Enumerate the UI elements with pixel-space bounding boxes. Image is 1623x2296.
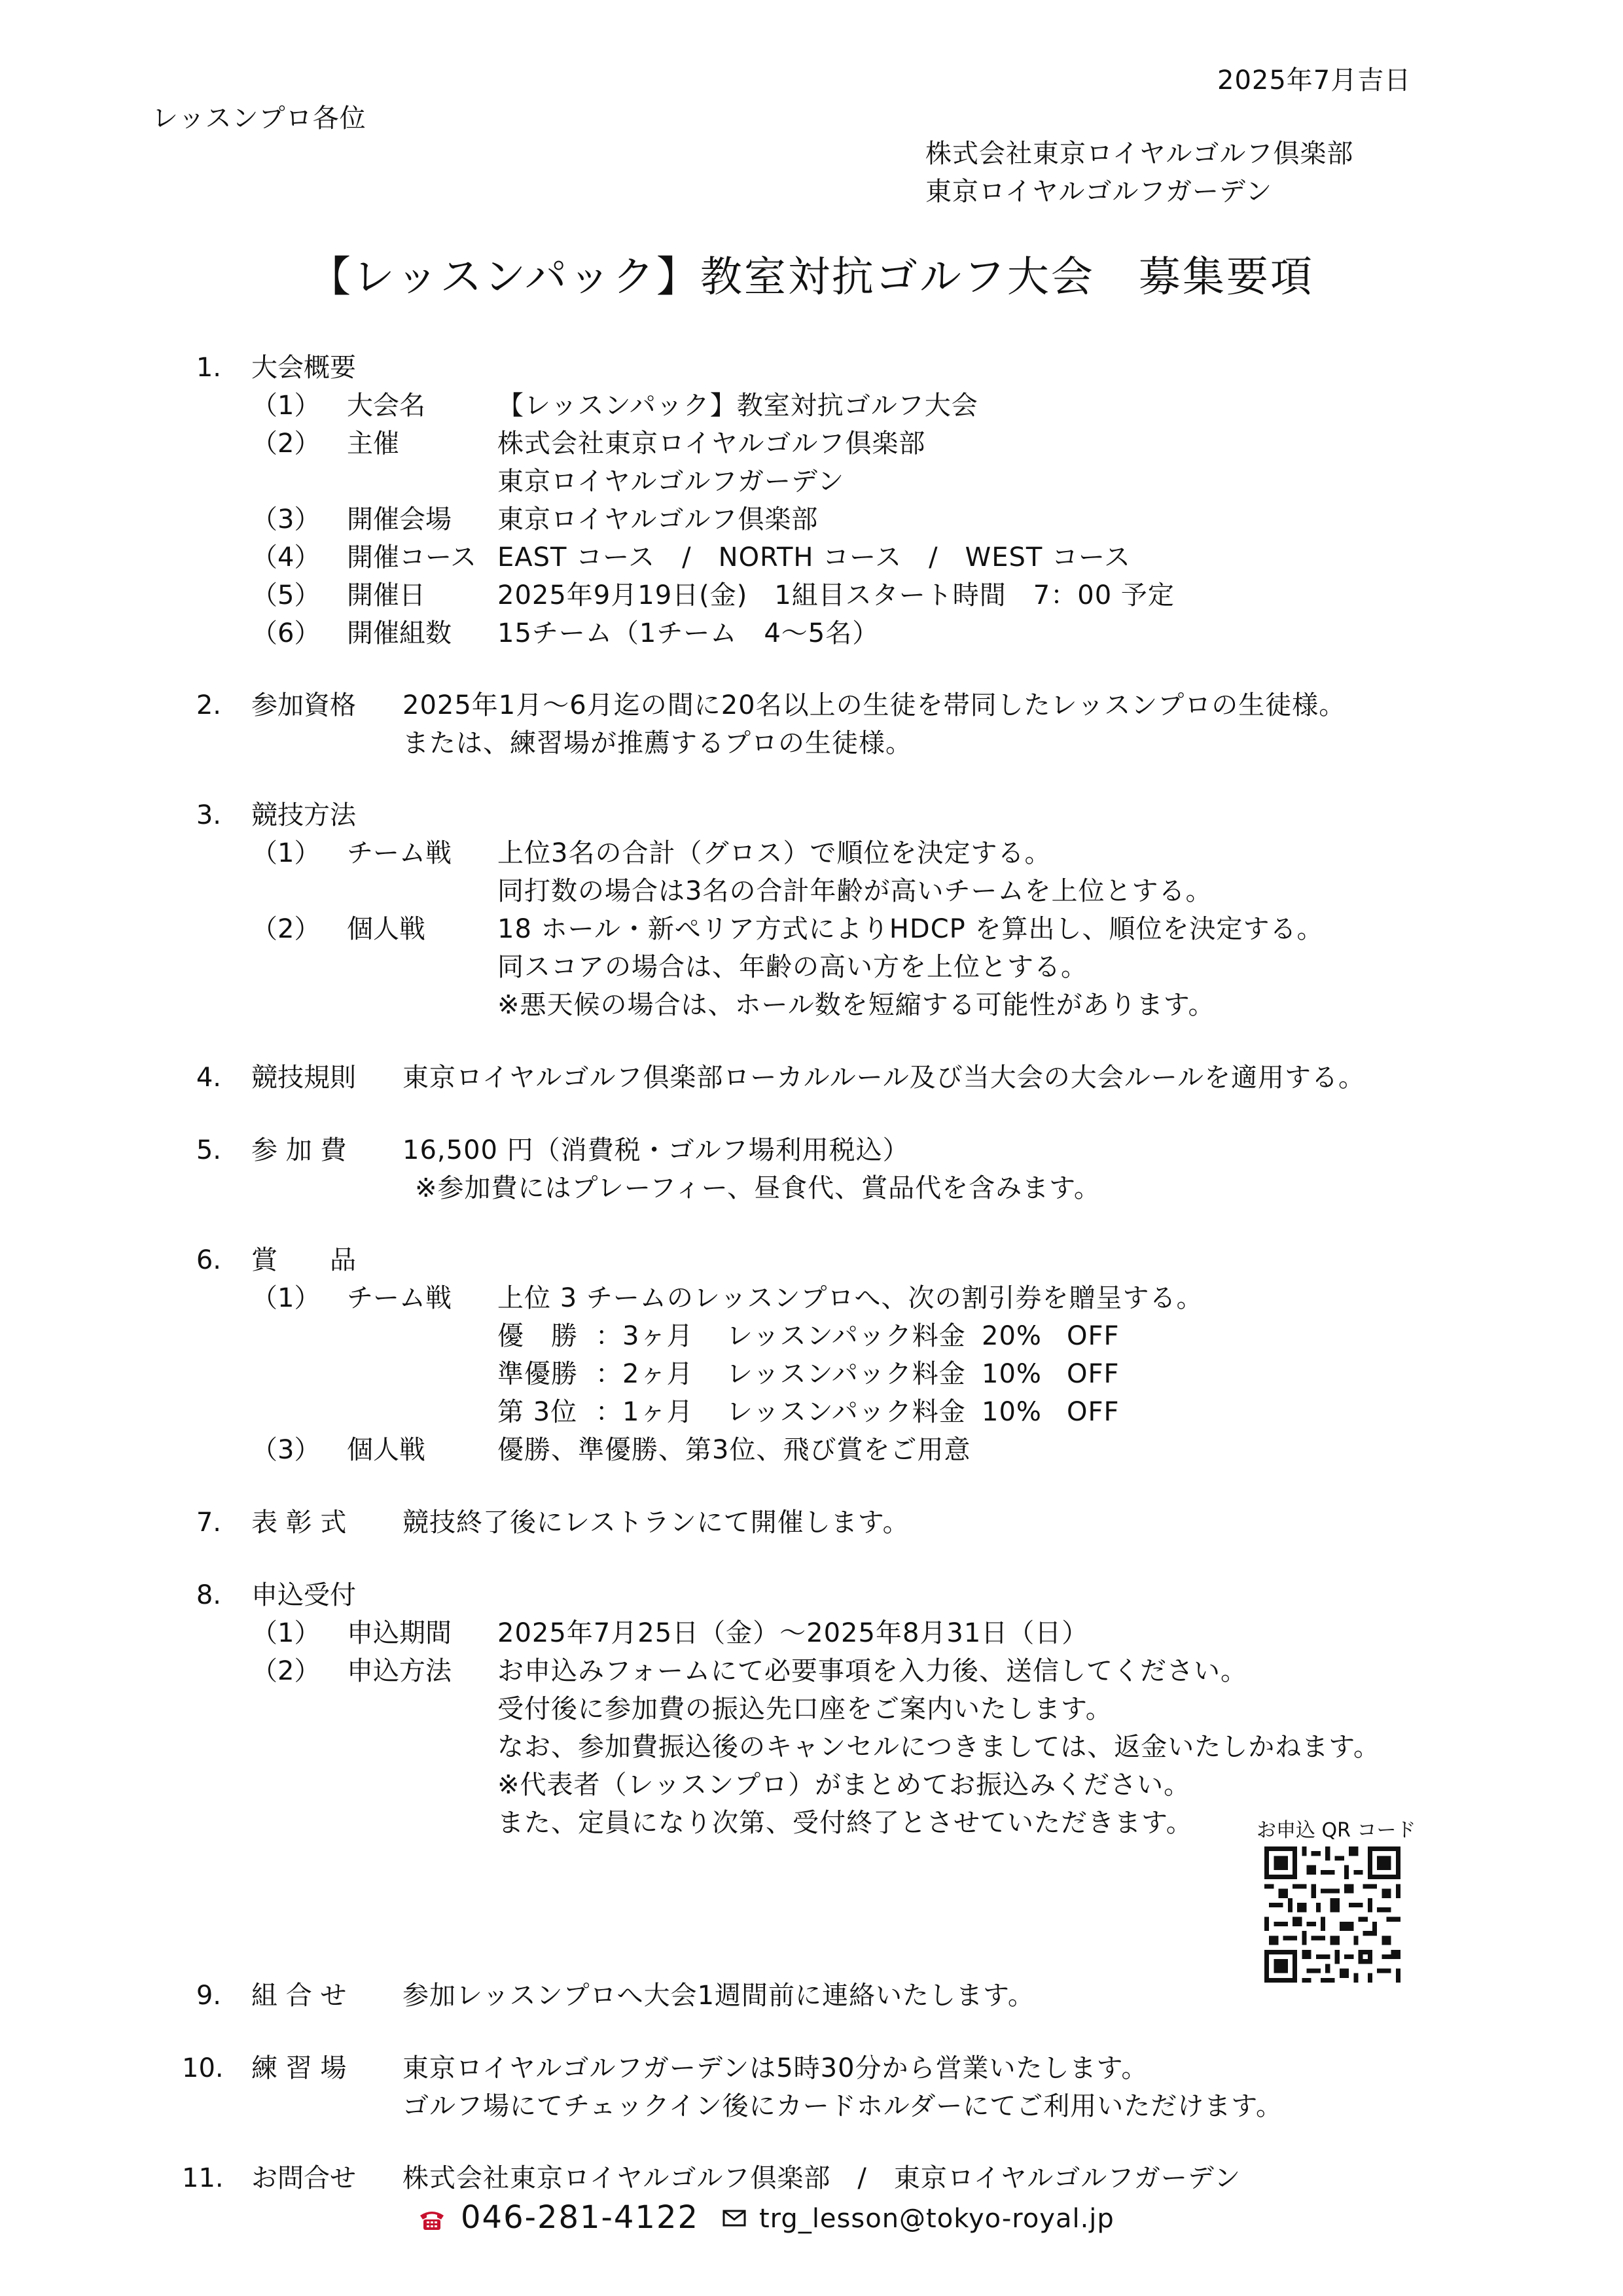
s1-item-2-label: 主催 bbox=[347, 429, 399, 459]
s8-item-1-label: 申込期間 bbox=[347, 1618, 452, 1648]
prize-1-period: ：3ヶ月 bbox=[596, 1321, 694, 1351]
prize-3-pct: 10% bbox=[982, 1397, 1042, 1427]
s3-item-2-label: 個人戦 bbox=[347, 914, 425, 944]
prize-3-off: OFF bbox=[1067, 1397, 1120, 1427]
section-4-title: 競技規則 bbox=[251, 1063, 356, 1093]
recipient: レッスンプロ各位 bbox=[152, 103, 366, 133]
s1-item-5-value: 2025年9月19日(金) 1組目スタート時間 7：00 予定 bbox=[497, 580, 1175, 610]
s8-item-2-label: 申込方法 bbox=[347, 1656, 452, 1686]
prize-1-off: OFF bbox=[1067, 1321, 1120, 1351]
s8-item-2-number: （2） bbox=[251, 1656, 321, 1686]
section-1-number: 1. bbox=[196, 353, 221, 383]
s1-item-5-number: （5） bbox=[251, 580, 321, 610]
s9-line-1: 参加レッスンプロへ大会1週間前に連絡いたします。 bbox=[402, 1981, 1035, 2011]
s1-item-2-value-1: 株式会社東京ロイヤルゴルフ倶楽部 bbox=[497, 429, 926, 459]
section-6-number: 6. bbox=[196, 1245, 221, 1275]
page-title: 【レッスンパック】教室対抗ゴルフ大会 募集要項 bbox=[309, 253, 1314, 302]
section-3-title: 競技方法 bbox=[251, 800, 356, 830]
s1-item-3-value: 東京ロイヤルゴルフ倶楽部 bbox=[497, 504, 819, 535]
s6-team-intro: 上位 3 チームのレッスンプロへ、次の割引券を贈呈する。 bbox=[497, 1283, 1204, 1313]
s3-item-1-line-2: 同打数の場合は3名の合計年齢が高いチームを上位とする。 bbox=[497, 876, 1213, 906]
s1-item-6-number: （6） bbox=[251, 618, 321, 648]
s10-line-1: 東京ロイヤルゴルフガーデンは5時30分から営業いたします。 bbox=[402, 2053, 1149, 2083]
s8-item-1-value: 2025年7月25日（金）～2025年8月31日（日） bbox=[497, 1618, 1089, 1648]
prize-2-pct: 10% bbox=[982, 1359, 1042, 1389]
section-2-title: 参加資格 bbox=[251, 690, 356, 720]
s5-fee: 16,500 円（消費税・ゴルフ場利用税込） bbox=[402, 1135, 910, 1165]
section-10-title: 練 習 場 bbox=[251, 2053, 347, 2083]
s3-item-2-line-2: 同スコアの場合は、年齢の高い方を上位とする。 bbox=[497, 952, 1088, 982]
section-9-title: 組 合 せ bbox=[251, 1981, 347, 2011]
email-address[interactable]: trg_lesson@tokyo-royal.jp bbox=[759, 2204, 1115, 2234]
s1-item-1-number: （1） bbox=[251, 391, 321, 421]
prize-2-off: OFF bbox=[1067, 1359, 1120, 1389]
s3-item-2-number: （2） bbox=[251, 914, 321, 944]
prize-3-period: ：1ヶ月 bbox=[596, 1397, 694, 1427]
section-7-number: 7. bbox=[196, 1508, 221, 1538]
s4-line-1: 東京ロイヤルゴルフ倶楽部ローカルルール及び当大会の大会ルールを適用する。 bbox=[402, 1063, 1365, 1093]
s1-item-5-label: 開催日 bbox=[347, 580, 425, 610]
s1-item-4-number: （4） bbox=[251, 542, 321, 573]
s1-item-1-label: 大会名 bbox=[347, 391, 425, 421]
s1-item-3-number: （3） bbox=[251, 504, 321, 535]
s10-line-2: ゴルフ場にてチェックイン後にカードホルダーにてご利用いただけます。 bbox=[402, 2091, 1283, 2121]
section-11-title: お問合せ bbox=[251, 2163, 356, 2193]
s3-item-1-label: チーム戦 bbox=[347, 838, 452, 868]
prize-1-item: レッスンパック料金 bbox=[726, 1321, 966, 1351]
section-1-title: 大会概要 bbox=[251, 353, 356, 383]
phone-icon bbox=[418, 2206, 446, 2231]
s1-item-3-label: 開催会場 bbox=[347, 504, 452, 535]
s8-item-1-number: （1） bbox=[251, 1618, 321, 1648]
s5-note: ※参加費にはプレーフィー、昼食代、賞品代を含みます。 bbox=[415, 1173, 1101, 1203]
s8-item-2-line-4: ※代表者（レッスンプロ）がまとめてお振込みください。 bbox=[497, 1770, 1191, 1800]
s3-item-2-line-1: 18 ホール・新ぺリア方式によりHDCP を算出し、順位を決定する。 bbox=[497, 914, 1324, 944]
s6-indiv-text: 優勝、準優勝、第3位、飛び賞をご用意 bbox=[497, 1435, 971, 1465]
qr-code-icon[interactable] bbox=[1264, 1846, 1400, 1983]
section-5-title: 参 加 費 bbox=[251, 1135, 347, 1165]
s6-indiv-label: 個人戦 bbox=[347, 1435, 425, 1465]
prize-3-item: レッスンパック料金 bbox=[726, 1397, 966, 1427]
s8-item-2-line-3: なお、参加費振込後のキャンセルにつきましては、返金いたしかねます。 bbox=[497, 1732, 1380, 1762]
s1-item-4-value: EAST コース / NORTH コース / WEST コース bbox=[497, 542, 1132, 573]
section-2-number: 2. bbox=[196, 690, 221, 720]
section-8-title: 申込受付 bbox=[251, 1580, 356, 1610]
section-11-number: 11. bbox=[182, 2163, 224, 2193]
prize-2-rank: 準優勝 bbox=[497, 1359, 578, 1389]
section-4-number: 4. bbox=[196, 1063, 221, 1093]
s2-line-1: 2025年1月～6月迄の間に20名以上の生徒を帯同したレッスンプロの生徒様。 bbox=[402, 690, 1346, 720]
prize-1-rank: 優 勝 bbox=[497, 1321, 578, 1351]
section-5-number: 5. bbox=[196, 1135, 221, 1165]
issuer-org-1: 株式会社東京ロイヤルゴルフ倶楽部 bbox=[925, 139, 1354, 169]
section-10-number: 10. bbox=[182, 2053, 224, 2083]
section-6-title: 賞 品 bbox=[251, 1245, 356, 1275]
phone-number[interactable]: 046-281-4122 bbox=[461, 2199, 700, 2236]
section-9-number: 9. bbox=[196, 1981, 221, 2011]
s8-item-2-line-1: お申込みフォームにて必要事項を入力後、送信してください。 bbox=[497, 1656, 1247, 1686]
s2-line-2: または、練習場が推薦するプロの生徒様。 bbox=[402, 728, 912, 758]
s6-team-label: チーム戦 bbox=[347, 1283, 452, 1313]
s8-item-2-line-2: 受付後に参加費の振込先口座をご案内いたします。 bbox=[497, 1694, 1113, 1724]
s1-item-2-value-2: 東京ロイヤルゴルフガーデン bbox=[497, 467, 845, 497]
prize-1-pct: 20% bbox=[982, 1321, 1042, 1351]
document-date: 2025年7月吉日 bbox=[1217, 65, 1412, 96]
s3-item-1-line-1: 上位3名の合計（グロス）で順位を決定する。 bbox=[497, 838, 1052, 868]
s1-item-2-number: （2） bbox=[251, 429, 321, 459]
qr-caption: お申込 QR コード bbox=[1257, 1819, 1416, 1842]
prize-3-rank: 第 3位 bbox=[497, 1397, 578, 1427]
s8-item-2-line-5: また、定員になり次第、受付終了とさせていただきます。 bbox=[497, 1808, 1193, 1838]
prize-2-item: レッスンパック料金 bbox=[726, 1359, 966, 1389]
s11-line-1: 株式会社東京ロイヤルゴルフ倶楽部 / 東京ロイヤルゴルフガーデン bbox=[402, 2163, 1241, 2193]
s3-item-2-line-3: ※悪天候の場合は、ホール数を短縮する可能性があります。 bbox=[497, 990, 1215, 1020]
section-7-title: 表 彰 式 bbox=[251, 1508, 347, 1538]
section-8-number: 8. bbox=[196, 1580, 221, 1610]
s6-indiv-number: （3） bbox=[251, 1435, 321, 1465]
section-3-number: 3. bbox=[196, 800, 221, 830]
s1-item-6-label: 開催組数 bbox=[347, 618, 452, 648]
issuer-org-2: 東京ロイヤルゴルフガーデン bbox=[925, 177, 1273, 207]
s1-item-1-value: 【レッスンパック】教室対抗ゴルフ大会 bbox=[497, 391, 978, 421]
s1-item-6-value: 15チーム（1チーム 4～5名） bbox=[497, 618, 880, 648]
s1-item-4-label: 開催コース bbox=[347, 542, 476, 573]
s3-item-1-number: （1） bbox=[251, 838, 321, 868]
s7-line-1: 競技終了後にレストランにて開催します。 bbox=[402, 1508, 910, 1538]
mail-icon bbox=[722, 2209, 746, 2227]
s6-team-number: （1） bbox=[251, 1283, 321, 1313]
prize-2-period: ：2ヶ月 bbox=[596, 1359, 694, 1389]
